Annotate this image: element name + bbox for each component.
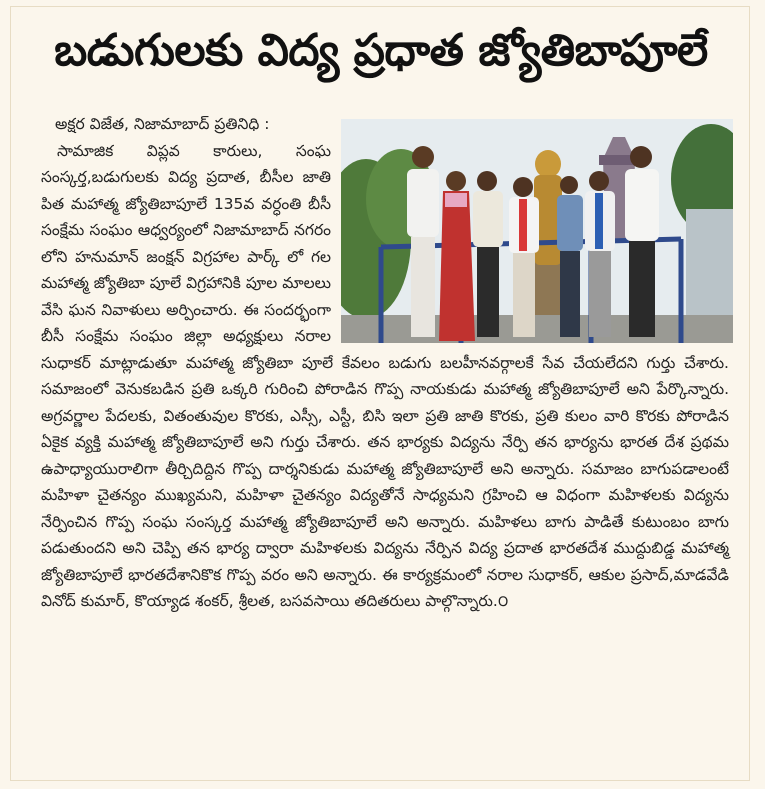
photo-wrap-spacer bbox=[331, 111, 729, 347]
article-paragraph: సామాజిక విప్లవ కారులు, సంఘ సంస్కర్త,బడుగులకు విద్య ప్రదాత, బీసీల జాతి పిత మహాత్మ జ్యోతిబాపూలే 135వ వర్ధంతి బీసీ సంక్షేమ సంఘం ఆధ్వర్యంలో నిజామాబాద్ నగరం లోని హనుమాన్ జంక్షన్ విగ్రహాల పార్క్ లో గల మహాత్మ జ్యోతిబా పూలే విగ్రహానికి పూల మాలలు వేసి ఘన నివాళులు అర్పించారు. ఈ సందర్భంగా బీసీ సంక్షేమ సంఘం జిల్లా అధ్యక్షులు నరాల సుధాకర్ మాట్లాడుతూ మహాత్మ జ్యోతిబా పూలే కేవలం బడుగు బలహీనవర్గాలకే సేవ చేయలేదని గుర్తు చేశారు. సమాజంలో వెనుకబడిన ప్రతి ఒక్కరి గురించి పోరాడిన గొప్ప నాయకుడు మహాత్మ జ్యోతిబాపూలే అని పేర్కొన్నారు. అగ్రవర్ణాల పేదలకు, వితంతువుల కొరకు, ఎస్సీ, ఎస్టీ, బిసి ఇలా ప్రతి జాతి కొరకు, ప్రతి కులం వారి కొరకు పోరాడిన ఏకైక వ్యక్తి మహాత్మ జ్యోతిబాపూలే అని గుర్తు చేశారు. తన భార్యకు విద్యను నేర్పి తన భార్యను భారత దేశ ప్రథమ ఉపాధ్యాయురాలిగా తీర్చిదిద్దిన గొప్ప దార్శనికుడు మహాత్మ జ్యోతిబాపూలే అని అన్నారు. సమాజం బాగుపడాలంటే మహిళా చైతన్యం ముఖ్యమని, మహిళా చైతన్యం విద్యతోనే సాధ్యమని గ్రహించి ఆ విధంగా మహిళలకు విద్యను నేర్పించిన గొప్ప సంఘ సంస్కర్త మహాత్మ జ్యోతిబాపూలే అని అన్నారు. మహిళలు బాగు పాడితే కుటుంబం బాగు పడుతుందని అని చెప్పి తన భార్య ద్వారా మహిళలకు విద్యను నేర్పిన విద్య ప్రదాత భారతదేశ ముద్దుబిడ్డ మహాత్మ జ్యోతిబాపూలే భారతదేశానికొక గొప్ప వరం అని అన్నారు. ఈ కార్యక్రమంలో నరాల సుధాకర్, ఆకుల ప్రసాద్,మాడవేడి వినోద్ కుమార్, కొయ్యాడ శంకర్, శ్రీలత, బసవసాయి తదితరులు పాల్గొన్నారు.౦ bbox=[41, 141, 729, 610]
dateline: అక్షర విజేత, నిజామాబాద్ ప్రతినిధి : bbox=[55, 115, 270, 133]
newspaper-clipping bbox=[10, 6, 750, 781]
headline: బడుగులకు విద్య ప్రధాత జ్యోతిబాపూలే bbox=[54, 25, 708, 76]
article-body bbox=[41, 111, 729, 615]
